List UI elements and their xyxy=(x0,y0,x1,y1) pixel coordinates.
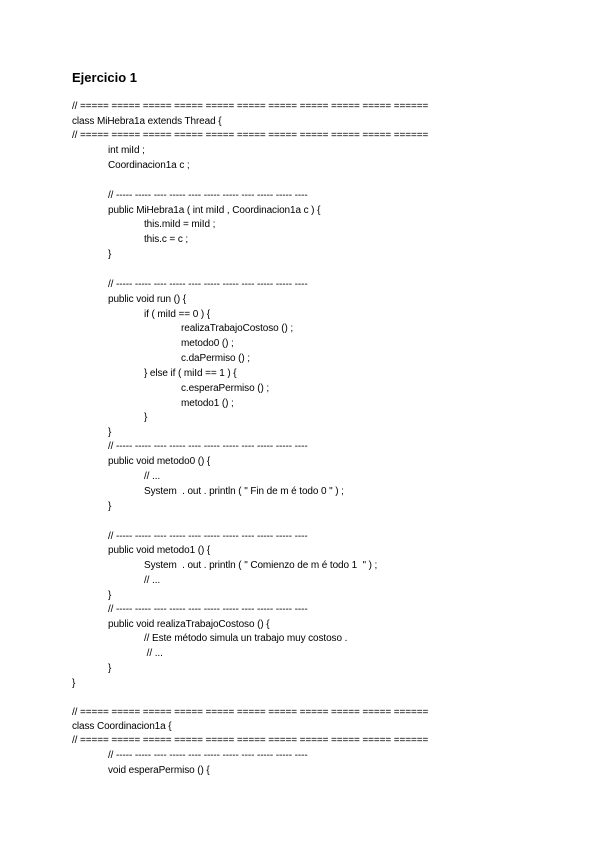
code-line: int miId ; xyxy=(108,145,145,156)
exercise-title: Ejercicio 1 xyxy=(72,70,138,85)
code-line: c.daPermiso () ; xyxy=(181,353,250,364)
code-line: Coordinacion1a c ; xyxy=(108,160,190,171)
code-line: if ( miId == 0 ) { xyxy=(144,309,211,320)
code-line: public MiHebra1a ( int miId , Coordinacion1a c ) { xyxy=(108,205,321,216)
code-line: // ----- ----- ---- ----- ---- ----- ----- ---- ----- ----- ---- xyxy=(108,750,308,761)
code-line: } xyxy=(72,678,76,689)
code-line: // ----- ----- ---- ----- ---- ----- ----- ---- ----- ----- ---- xyxy=(108,531,308,542)
code-line: class Coordinacion1a { xyxy=(72,721,172,732)
code-line: realizaTrabajoCostoso () ; xyxy=(181,323,294,334)
code-line: } else if ( miId == 1 ) { xyxy=(144,368,237,379)
code-line: } xyxy=(108,501,112,512)
code-line: metodo0 () ; xyxy=(181,338,234,349)
code-line: public void run () { xyxy=(108,294,187,305)
code-line: // Este método simula un trabajo muy costoso . xyxy=(144,633,348,644)
code-line: // ... xyxy=(144,471,161,482)
code-line: // ===== ===== ===== ===== ===== ===== ===== ===== ===== ===== ====== xyxy=(72,101,429,112)
code-line: public void metodo1 () { xyxy=(108,545,211,556)
code-line: void esperaPermiso () { xyxy=(108,765,210,776)
code-line: System . out . println ( " Comienzo de m é todo 1 " ) ; xyxy=(144,560,378,571)
code-line: // ----- ----- ---- ----- ---- ----- ----- ---- ----- ----- ---- xyxy=(108,190,308,201)
code-line: class MiHebra1a extends Thread { xyxy=(72,116,222,127)
code-line: // ----- ----- ---- ----- ---- ----- ----- ---- ----- ----- ---- xyxy=(108,441,308,452)
code-line: this.c = c ; xyxy=(144,234,189,245)
code-line: // ----- ----- ---- ----- ---- ----- ----- ---- ----- ----- ---- xyxy=(108,604,308,615)
code-line: metodo1 () ; xyxy=(181,398,234,409)
code-line: this.miId = miId ; xyxy=(144,219,216,230)
code-line: // ===== ===== ===== ===== ===== ===== ===== ===== ===== ===== ====== xyxy=(72,130,429,141)
code-line: public void realizaTrabajoCostoso () { xyxy=(108,619,270,630)
code-line: c.esperaPermiso () ; xyxy=(181,383,270,394)
code-line: } xyxy=(108,249,112,260)
code-line: } xyxy=(108,427,112,438)
code-line: } xyxy=(108,663,112,674)
code-line: // ----- ----- ---- ----- ---- ----- ----- ---- ----- ----- ---- xyxy=(108,279,308,290)
code-line: System . out . println ( " Fin de m é todo 0 " ) ; xyxy=(144,486,344,497)
code-line: // ... xyxy=(144,648,163,659)
code-line: public void metodo0 () { xyxy=(108,456,211,467)
code-line: } xyxy=(108,590,112,601)
code-line: // ===== ===== ===== ===== ===== ===== ===== ===== ===== ===== ====== xyxy=(72,735,429,746)
code-line: // ... xyxy=(144,575,161,586)
code-line: // ===== ===== ===== ===== ===== ===== ===== ===== ===== ===== ====== xyxy=(72,707,429,718)
code-line: } xyxy=(144,412,148,423)
